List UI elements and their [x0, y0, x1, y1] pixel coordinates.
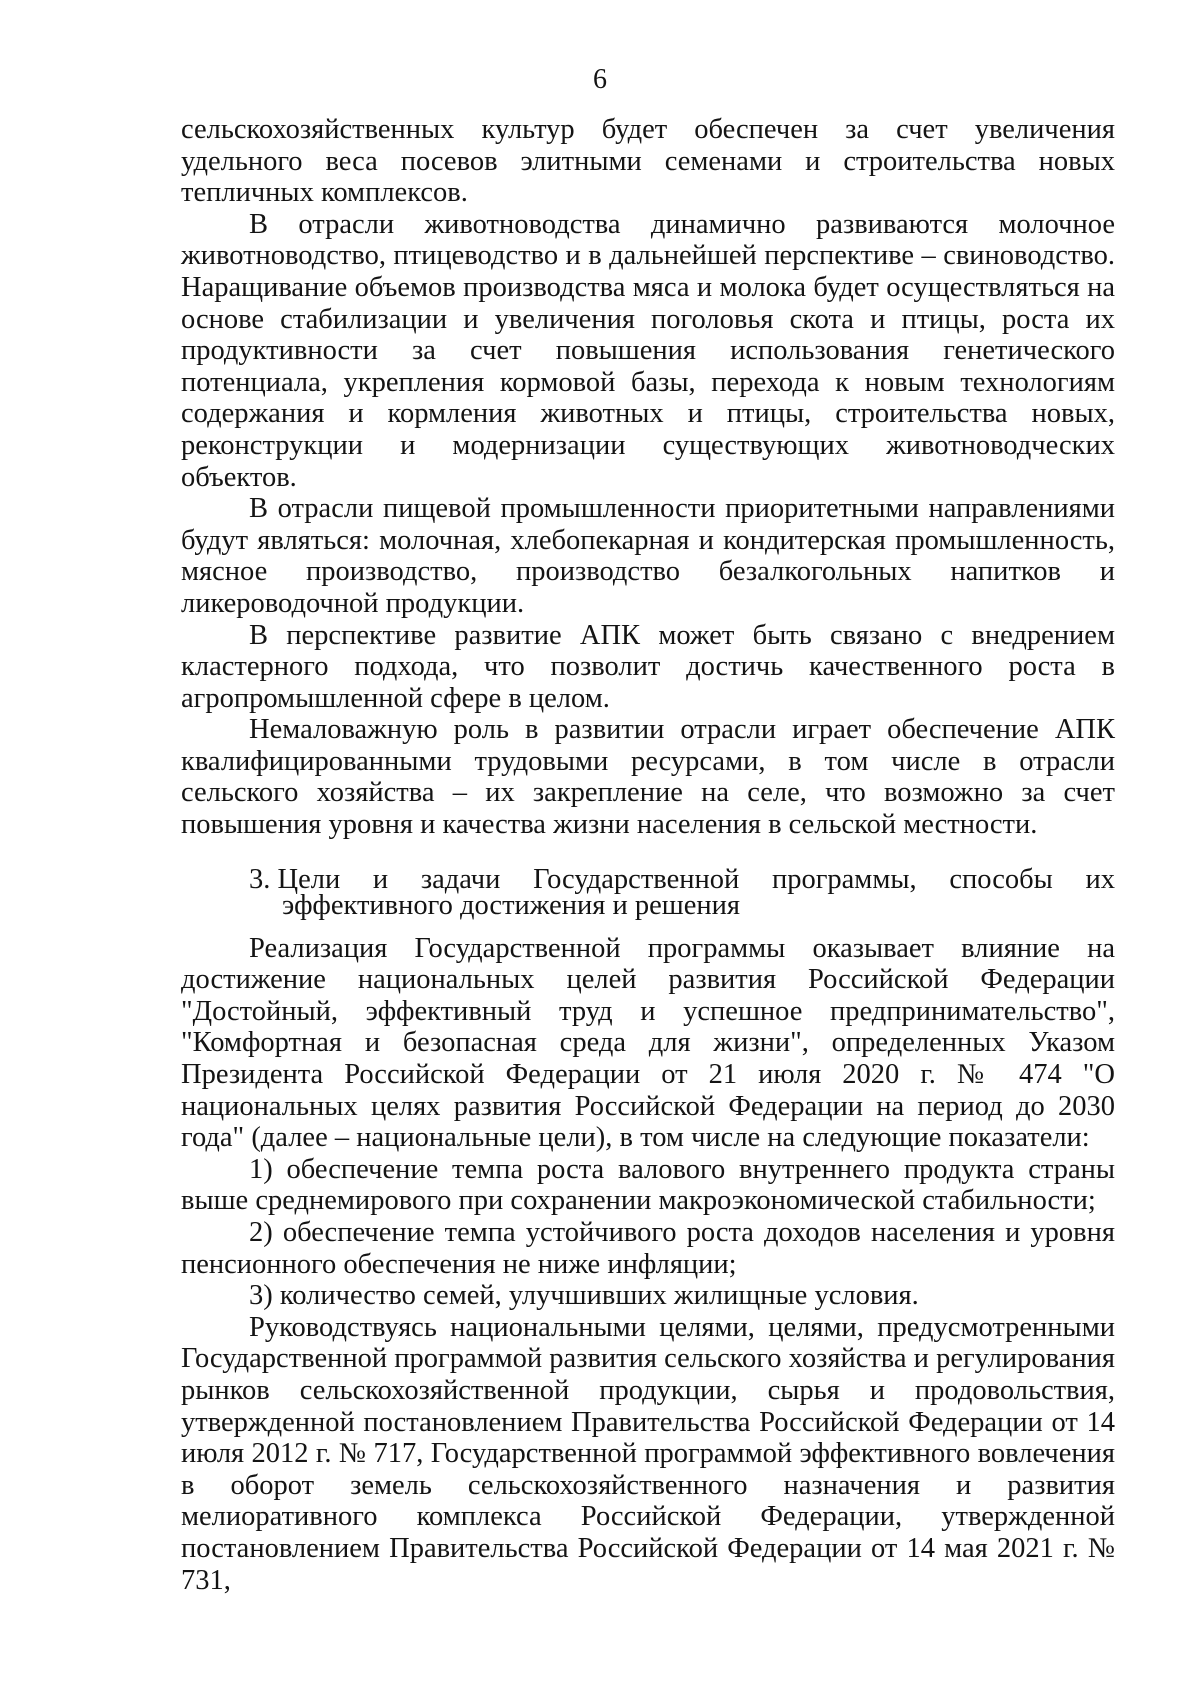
section-heading	[181, 863, 1115, 921]
paragraphs-after-heading	[181, 933, 1115, 1596]
paragraph: В отрасли пищевой промышленности приоритетными направлениями будут являться: молочная, хлебопекарная и кондитерская промышленность, мясное производство, производство безалкогольных напитков и ликероводочной продукции.	[181, 493, 1115, 619]
heading-word: Государственной	[533, 863, 740, 895]
page-number: 6	[593, 64, 607, 95]
heading-word: способы	[949, 863, 1053, 895]
heading-word: задачи	[420, 863, 501, 895]
heading-word: их	[1085, 863, 1115, 895]
paragraph: 3) количество семей, улучшивших жилищные условия.	[249, 1280, 919, 1312]
paragraph: 1) обеспечение темпа роста валового внутреннего продукта страны выше среднемирового при сохранении макроэкономической стабильности;	[181, 1153, 1115, 1217]
heading-word: программы,	[771, 863, 917, 895]
paragraph: сельскохозяйственных культур будет обеспечен за счет увеличения удельного веса посевов элитными семенами и строительства новых тепличных комплексов.	[181, 114, 1115, 209]
paragraph: В отрасли животноводства динамично развиваются молочное животноводство, птицеводство и в дальнейшей перспективе – свиноводство. Наращивание объемов производства мяса и молока будет осуществляться на основе стабилизации и увеличения поголовья скота и птицы, роста их продуктивности за счет повышения использования генетического потенциала, укрепления кормовой базы, перехода к новым технологиям содержания и кормления животных и птицы, строительства новых, реконструкции и модернизации существующих животноводческих объектов.	[181, 208, 1115, 493]
paragraph: Немаловажную роль в развитии отрасли играет обеспечение АПК квалифицированными трудовыми ресурсами, в том числе в отрасли сельского хозяйства – их закрепление на селе, что возможно за счет повышения уровня и качества жизни населения в сельской местности.	[181, 714, 1115, 841]
document-body	[181, 114, 1115, 1596]
section-heading-line-2: эффективного достижения и решения	[282, 889, 740, 921]
heading-word: 3. Цели	[249, 863, 341, 895]
paragraph: 2) обеспечение темпа устойчивого роста доходов населения и уровня пенсионного обеспечения не ниже инфляции;	[181, 1217, 1115, 1280]
paragraph: Реализация Государственной программы оказывает влияние на достижение национальных целей развития Российской Федерации "Достойный, эффективный труд и успешное предпринимательство", "Комфортная и безопасная среда для жизни", определенных Указом Президента Российской Федерации от 21 июля 2020 г. № 474 "О национальных целях развития Российской Федерации на период до 2030 года" (далее – национальные цели), в том числе на следующие показатели:	[181, 932, 1115, 1154]
paragraph: В перспективе развитие АПК может быть связано с внедрением кластерного подхода, что позволит достичь качественного роста в агропромышленной сфере в целом.	[181, 619, 1115, 714]
section-heading-line-1	[249, 863, 1115, 895]
paragraphs-before-heading	[181, 114, 1115, 841]
heading-word: и	[372, 863, 389, 895]
paragraph: Руководствуясь национальными целями, целями, предусмотренными Государственной программой развития сельского хозяйства и регулирования рынков сельскохозяйственной продукции, сырья и продовольствия, утвержденной постановлением Правительства Российской Федерации от 14 июля 2012 г. № 717, Государственной программой эффективного вовлечения в оборот земель сельскохозяйственного назначения и развития мелиоративного комплекса Российской Федерации, утвержденной постановлением Правительства Российской Федерации от 14 мая 2021 г. № 731,	[181, 1311, 1115, 1596]
